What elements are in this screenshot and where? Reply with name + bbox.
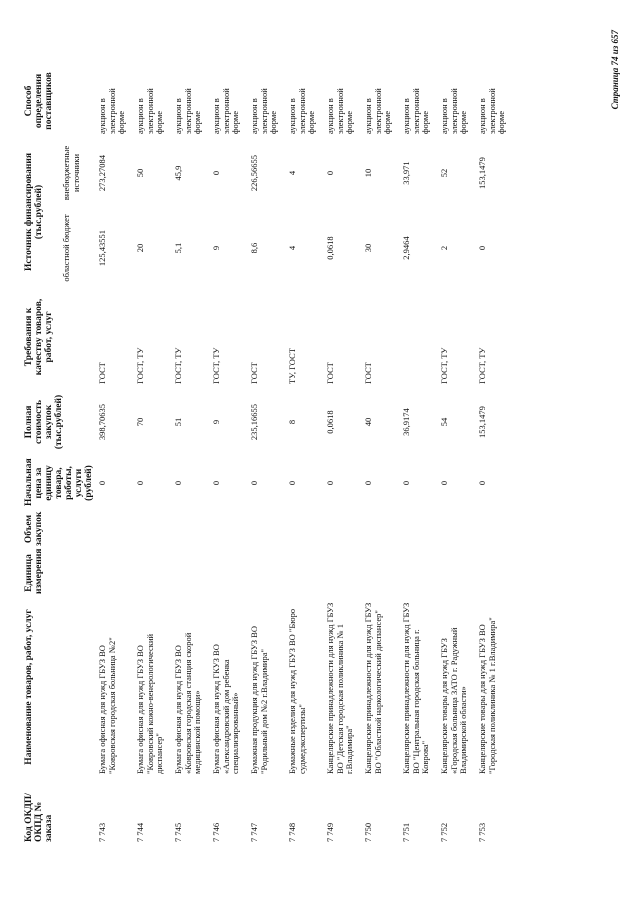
cell-method: аукцион в электронной форме [325, 88, 354, 134]
cell-regional: 0,0618 [325, 236, 335, 260]
cell-quality [400, 287, 438, 387]
cell-code: 7 744 [135, 822, 145, 842]
cell-code: 7 749 [325, 822, 335, 842]
cell-code: 7 748 [287, 822, 297, 842]
cell-quality: ГОСТ, ТУ [439, 347, 449, 384]
cell-name: Бумага офисная для нужд ГБУЗ ВО «Ковровская городская станция скорой медицинской помощи» [173, 632, 202, 774]
cell-total: 0,0618 [325, 410, 335, 434]
cell-regional: 0 [477, 245, 487, 251]
header-unit-price: Начальная цена за единицу товара, работы, услуги (рублей) [24, 458, 94, 506]
header-method: Способ определения поставщиков [24, 72, 54, 130]
table-row [400, 65, 438, 845]
table-row [324, 65, 362, 845]
cell-volume [400, 509, 438, 549]
cell-name: Канцелярские принадлежности для нужд ГБУЗ ВО "Центральная городская больница г. Коврова" [401, 602, 430, 774]
cell-code: 7 751 [401, 822, 411, 842]
cell-method: аукцион в электронной форме [173, 88, 202, 134]
cell-price: 0 [477, 480, 487, 486]
cell-unit [400, 549, 438, 597]
cell-volume [476, 509, 514, 549]
cell-total: 9 [211, 419, 221, 425]
cell-name: Бумажные изделия для нужд ГБУЗ ВО "Бюро судмедэкспертизы" [287, 608, 307, 774]
cell-extra: 4 [287, 170, 297, 176]
cell-total: 153,1479 [477, 406, 487, 438]
header-full-cost: Полная стоимость закупок (тыс.рублей) [24, 394, 64, 450]
cell-method: аукцион в электронной форме [97, 88, 126, 134]
cell-quality: ГОСТ, ТУ [135, 347, 145, 384]
cell-quality: ГОСТ, ТУ [173, 347, 183, 384]
cell-unit [210, 549, 248, 597]
cell-regional: 30 [363, 243, 373, 253]
cell-code: 7 752 [439, 822, 449, 842]
cell-total: 8 [287, 419, 297, 425]
cell-extra: 153,1479 [477, 157, 487, 189]
cell-total: 235,16655 [249, 403, 259, 441]
cell-code: 7 746 [211, 822, 221, 842]
cell-regional: 2,9464 [401, 236, 411, 260]
procurement-table [22, 65, 514, 845]
cell-quality: ГОСТ [97, 362, 107, 384]
cell-volume [438, 509, 476, 549]
cell-code: 7 743 [97, 822, 107, 842]
cell-unit [96, 549, 134, 597]
cell-name: Бумага офисная для нужд ГБУЗ ВО "Ковровская городская больница №2" [97, 637, 117, 774]
cell-method: аукцион в электронной форме [439, 88, 468, 134]
cell-unit [248, 549, 286, 597]
table-row [476, 65, 514, 845]
cell-price: 0 [173, 480, 183, 486]
cell-extra: 33,971 [401, 161, 411, 185]
cell-total: 40 [363, 417, 373, 427]
table-row [248, 65, 286, 845]
table-row [172, 65, 210, 845]
cell-extra: 10 [363, 168, 373, 178]
cell-extra: 0 [211, 170, 221, 176]
cell-volume [362, 509, 400, 549]
cell-unit [172, 549, 210, 597]
cell-name: Бумажная продукция для нужд ГБУЗ ВО "Родильный дом №2 г.Владимира" [249, 626, 269, 774]
cell-volume [248, 509, 286, 549]
cell-regional: 4 [287, 245, 297, 251]
cell-price: 0 [325, 480, 335, 486]
cell-name: Канцелярские товары для нужд ГБУЗ ВО "Городская поликлиника № 1 г.Владимира" [477, 617, 497, 774]
cell-regional: 5,1 [173, 242, 183, 254]
cell-method: аукцион в электронной форме [249, 88, 278, 134]
cell-volume [210, 509, 248, 549]
cell-quality: ГОСТ [363, 362, 373, 384]
cell-extra: 52 [439, 168, 449, 178]
cell-volume [286, 509, 324, 549]
cell-method: аукцион в электронной форме [135, 88, 164, 134]
cell-method: аукцион в электронной форме [211, 88, 240, 134]
cell-name: Бумага офисная для нужд ГБУЗ ВО "Ковровский кожно-венерологический диспансер" [135, 633, 164, 774]
cell-unit [286, 549, 324, 597]
cell-name: Канцелярские принадлежности для нужд ГБУЗ ВО "Областной наркологический диспансер" [363, 602, 383, 774]
cell-price: 0 [287, 480, 297, 486]
header-quality: Требования к качеству товаров, работ, услуг [24, 298, 54, 376]
cell-method: аукцион в электронной форме [477, 88, 506, 134]
cell-volume [172, 509, 210, 549]
table-row [96, 65, 134, 845]
table-body [96, 65, 514, 845]
header-funding: Источник финансирования (тыс.рублей) [24, 152, 44, 271]
cell-price: 0 [249, 480, 259, 486]
cell-name: Канцелярские товары для нужд ГБУЗ «Городская больница ЗАТО г. Радужный Владимирской области» [439, 627, 468, 774]
cell-quality: ГОСТ, ТУ [477, 347, 487, 384]
cell-method: аукцион в электронной форме [401, 88, 430, 134]
cell-name: Бумага офисная для нужд ГКУЗ ВО «Александровский дом ребенка специализированный» [211, 644, 240, 774]
header-funding-extra: внебюджетные источники [61, 145, 81, 201]
table-row [438, 65, 476, 845]
header-name: Наименование товаров, работ, услуг [24, 609, 34, 765]
cell-method: аукцион в электронной форме [287, 88, 316, 134]
cell-price: 0 [401, 480, 411, 486]
cell-volume [134, 509, 172, 549]
header-code: Код ОКДП/ ОКПД № заказа [24, 793, 54, 842]
cell-total: 398,70635 [97, 403, 107, 441]
cell-price: 0 [211, 480, 221, 486]
cell-regional: 9 [211, 245, 221, 251]
cell-regional: 8,6 [249, 242, 259, 254]
cell-regional: 2 [439, 245, 449, 251]
cell-total: 36,9174 [401, 408, 411, 436]
cell-price: 0 [439, 480, 449, 486]
cell-code: 7 753 [477, 822, 487, 842]
cell-extra: 0 [325, 170, 335, 176]
cell-total: 54 [439, 417, 449, 427]
table-row [362, 65, 400, 845]
page-footer: Страница 74 из 657 [610, 30, 620, 110]
cell-quality: ТУ, ГОСТ [287, 348, 297, 384]
cell-regional: 125,43551 [97, 229, 107, 267]
cell-unit [134, 549, 172, 597]
cell-price: 0 [135, 480, 145, 486]
cell-code: 7 750 [363, 822, 373, 842]
cell-quality: ГОСТ [325, 362, 335, 384]
cell-name: Канцелярские принадлежности для нужд ГБУЗ ВО "Детская городская поликлиника № 1 г.Владимира" [325, 602, 354, 774]
table-row [210, 65, 248, 845]
cell-extra: 45,9 [173, 165, 183, 181]
cell-volume [96, 509, 134, 549]
cell-unit [438, 549, 476, 597]
table-row [134, 65, 172, 845]
cell-code: 7 747 [249, 822, 259, 842]
cell-code: 7 745 [173, 822, 183, 842]
cell-price: 0 [363, 480, 373, 486]
cell-volume [324, 509, 362, 549]
cell-quality: ГОСТ [249, 362, 259, 384]
cell-total: 70 [135, 417, 145, 427]
cell-total: 51 [173, 417, 183, 427]
cell-unit [362, 549, 400, 597]
header-volume: Объем закупок [24, 511, 44, 546]
cell-regional: 20 [135, 243, 145, 253]
header-unit: Единица измерения [24, 548, 44, 594]
header-funding-regional: областной бюджет [61, 214, 71, 282]
cell-price: 0 [97, 480, 107, 486]
table-row [286, 65, 324, 845]
cell-unit [324, 549, 362, 597]
cell-extra: 273,27084 [97, 154, 107, 192]
cell-method: аукцион в электронной форме [363, 88, 392, 134]
cell-quality: ГОСТ, ТУ [211, 347, 221, 384]
cell-extra: 226,56655 [249, 154, 259, 192]
cell-extra: 50 [135, 168, 145, 178]
cell-unit [476, 549, 514, 597]
